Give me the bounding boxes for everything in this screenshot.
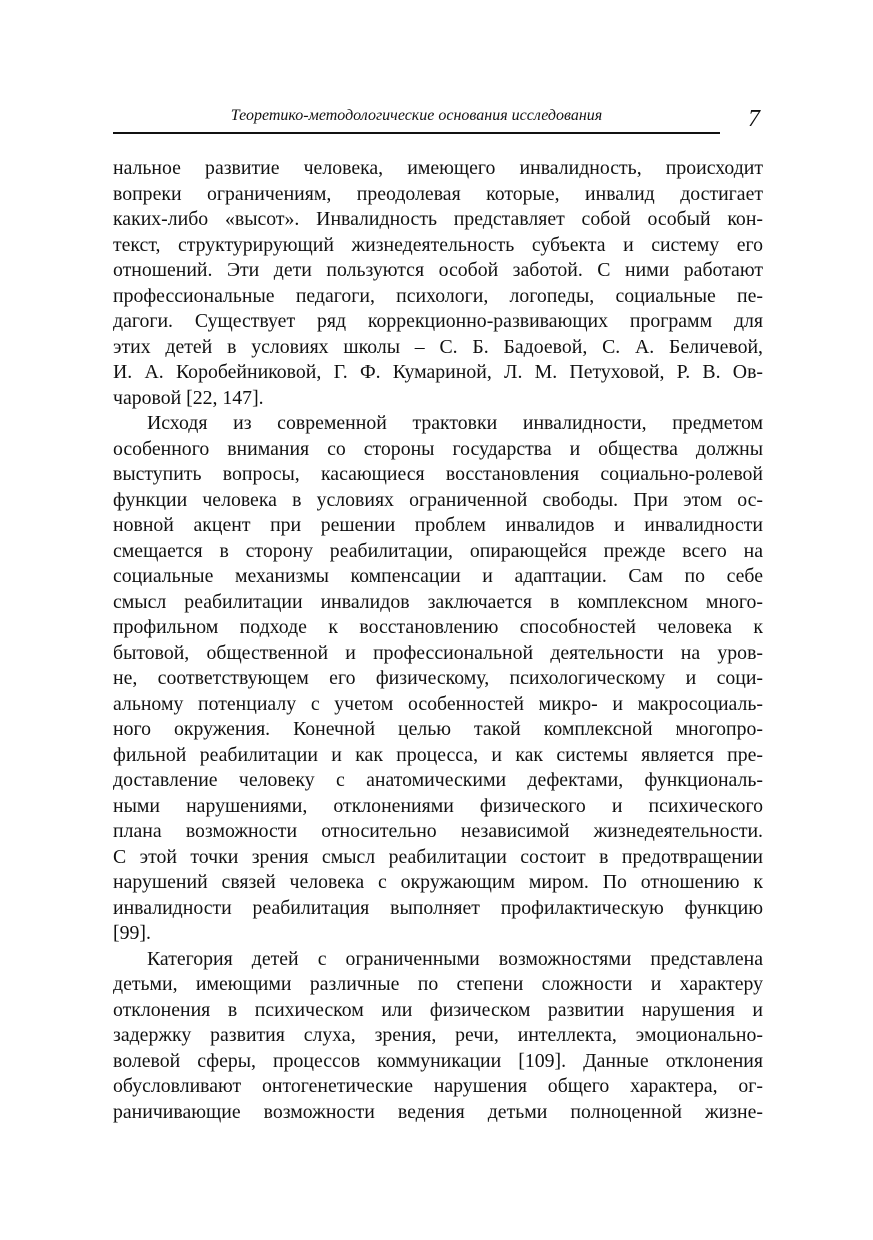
text-line: профильном подходе к восстановлению способностей человека к — [113, 616, 763, 638]
text-line: инвалидности реабилитация выполняет профилактическую функцию — [113, 896, 763, 919]
text-line: нарушений связей человека с окружающим миром. По отношению к — [113, 871, 763, 893]
text-line: этих детей в условиях школы – С. Б. Бадоевой, С. А. Беличевой, — [113, 335, 763, 358]
text-line: бытовой, общественной и профессиональной деятельности на уров- — [113, 641, 763, 664]
text-line: С этой точки зрения смысл реабилитации состоит в предотвращении — [113, 845, 763, 868]
text-line: отношений. Эти дети пользуются особой заботой. С ними работают — [113, 259, 763, 281]
page-number: 7 — [748, 106, 760, 132]
text-line: не, соответствующем его физическому, психологическому и соци- — [113, 667, 763, 689]
text-line: смысл реабилитации инвалидов заключается в комплексном много- — [113, 590, 763, 613]
text-line: отклонения в психическом или физическом развитии нарушения и — [113, 998, 763, 1021]
text-line: фильной реабилитации и как процесса, и как системы является пре- — [113, 743, 763, 766]
text-line: Категория детей с ограниченными возможностями представлена — [147, 947, 763, 970]
text-line: Исходя из современной трактовки инвалидности, предметом — [147, 412, 763, 434]
text-line: обусловливают онтогенетические нарушения общего характера, ог- — [113, 1075, 763, 1097]
text-line: социальные механизмы компенсации и адаптации. Сам по себе — [113, 565, 763, 587]
text-line: [99]. — [113, 922, 151, 944]
text-line: раничивающие возможности ведения детьми полноценной жизне- — [113, 1100, 763, 1123]
text-line: И. А. Коробейниковой, Г. Ф. Кумариной, Л. М. Петуховой, Р. В. Ов- — [113, 361, 763, 383]
text-line: доставление человеку с анатомическими дефектами, функциональ- — [113, 769, 763, 791]
text-line: особенного внимания со стороны государства и общества должны — [113, 437, 763, 460]
text-line: задержку развития слуха, зрения, речи, интеллекта, эмоционально- — [113, 1024, 763, 1046]
running-title: Теоретико-методологические основания исследования — [230, 107, 603, 124]
text-line: новной акцент при решении проблем инвалидов и инвалидности — [113, 514, 763, 536]
text-line: чаровой [22, 147]. — [113, 386, 264, 409]
text-line: альному потенциалу с учетом особенностей микро- и макросоциаль- — [113, 692, 763, 715]
text-line: профессиональные педагоги, психологи, логопеды, социальные пе- — [113, 284, 763, 307]
text-line: детьми, имеющими различные по степени сложности и характеру — [113, 973, 763, 995]
text-line: смещается в сторону реабилитации, опирающейся прежде всего на — [113, 539, 763, 562]
text-line: плана возможности относительно независимой жизнедеятельности. — [113, 820, 763, 842]
text-line: ными нарушениями, отклонениями физического и психического — [113, 794, 763, 817]
text-line: волевой сферы, процессов коммуникации [109]. Данные отклонения — [113, 1049, 763, 1072]
text-line: каких-либо «высот». Инвалидность представляет собой особый кон- — [113, 208, 763, 230]
text-line: вопреки ограничениям, преодолевая которые, инвалид достигает — [113, 182, 763, 205]
text-line: текст, структурирующий жизнедеятельность субъекта и систему его — [113, 233, 763, 256]
text-line: выступить вопросы, касающиеся восстановления социально-ролевой — [113, 463, 763, 485]
text-line: дагоги. Существует ряд коррекционно-развивающих программ для — [113, 310, 763, 332]
text-line: ного окружения. Конечной целью такой комплексной многопро- — [113, 718, 763, 740]
text-line: нальное развитие человека, имеющего инвалидность, происходит — [113, 157, 763, 179]
body-text — [113, 156, 763, 1125]
text-line: функции человека в условиях ограниченной свободы. При этом ос- — [113, 488, 763, 511]
running-header — [113, 104, 720, 134]
